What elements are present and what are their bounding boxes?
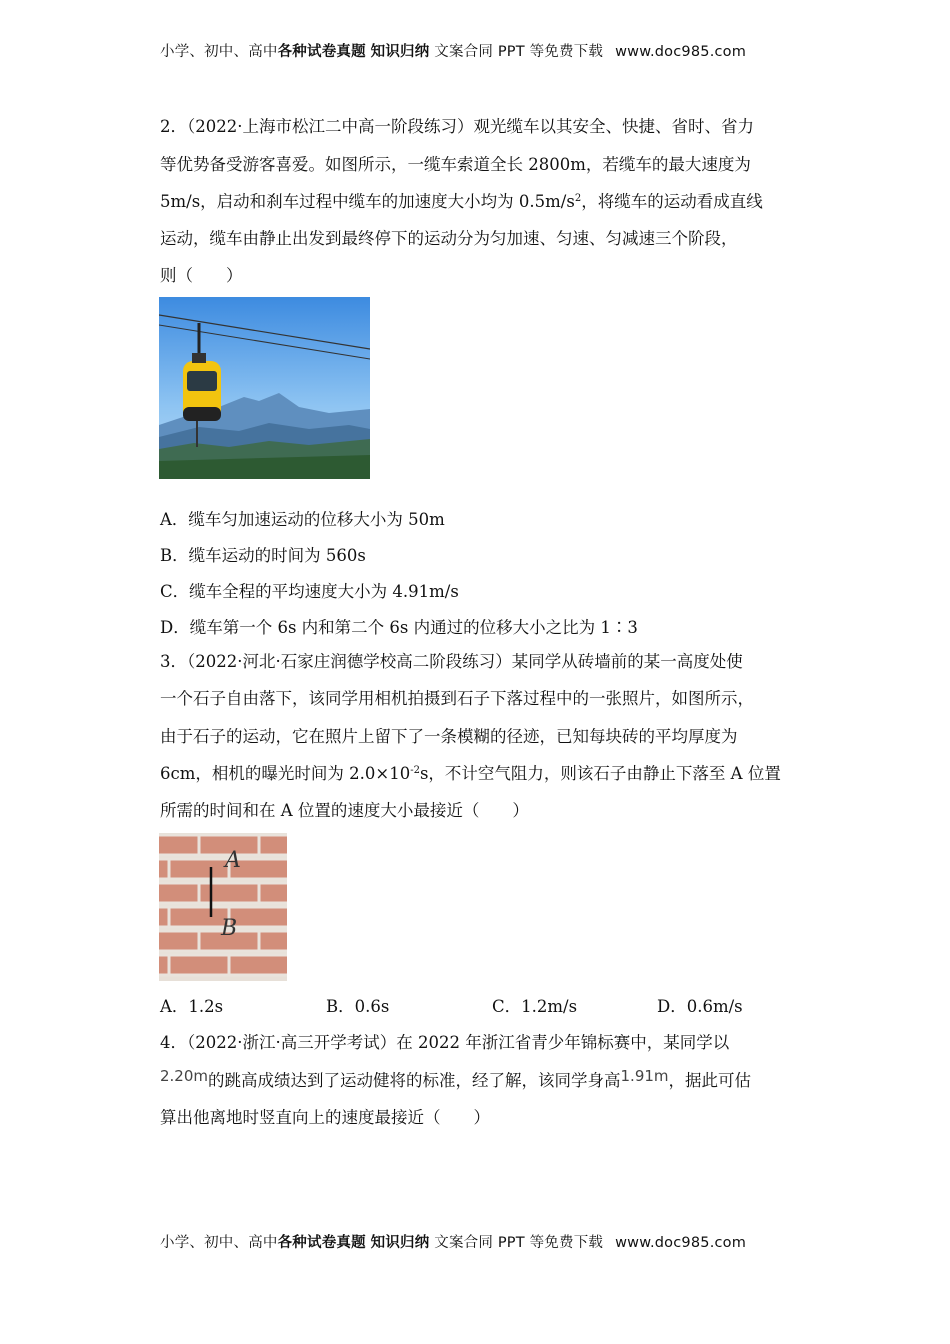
brick-wall-illustration [159, 833, 287, 981]
q2-option-c: C．缆车全程的平均速度大小为 4.91m/s [160, 582, 459, 601]
q2-line-5: 则（ ） [160, 266, 243, 285]
brick-wall-photo [159, 833, 287, 981]
page-header [160, 40, 746, 61]
q4-value-2: 1.91m [620, 1067, 669, 1085]
q4-line-1: 4．（2022·浙江·高三开学考试）在 2022 年浙江省青少年锦标赛中，某同学以 [160, 1033, 730, 1052]
q3-option-b: B．0.6s [326, 997, 390, 1016]
q2-line-4: 运动，缆车由静止出发到最终停下的运动分为匀加速、匀速、匀减速三个阶段， [160, 229, 738, 248]
q4-line-2: 2.20m的跳高成绩达到了运动健将的标准，经了解，该同学身高1.91m，据此可估 [160, 1067, 752, 1090]
header-suffix: 文案合同 PPT 等免费下载 [429, 44, 604, 60]
q3-line-1: 3．（2022·河北·石家庄润德学校高二阶段练习）某同学从砖墙前的某一高度处使 [160, 652, 743, 671]
label-a: A [225, 848, 241, 873]
header-bold-2: 知识归纳 [370, 44, 430, 60]
q2-option-a: A．缆车匀加速运动的位移大小为 50m [160, 510, 445, 529]
cable-car-photo [159, 297, 370, 479]
footer-url[interactable]: www.doc985.com [615, 1235, 747, 1251]
q3-option-d: D．0.6m/s [657, 997, 743, 1016]
header-prefix: 小学、初中、高中 [160, 44, 278, 60]
q2-line-2: 等优势备受游客喜爱。如图所示，一缆车索道全长 2800m，若缆车的最大速度为 [160, 155, 751, 174]
q3-line-2: 一个石子自由落下，该同学用相机拍摄到石子下落过程中的一张照片，如图所示， [160, 689, 754, 708]
page-footer: 小学、初中、高中各种试卷真题 知识归纳 文案合同 PPT 等免费下载 www.doc985.com [160, 1235, 747, 1251]
q4-value-1: 2.20m [160, 1067, 209, 1085]
q2-option-b: B．缆车运动的时间为 560s [160, 546, 366, 565]
q2-line-3: 5m/s，启动和刹车过程中缆车的加速度大小均为 $0.5m/s^2$，将缆车的运动看成直线 [160, 192, 763, 211]
q3-line-4: 6cm，相机的曝光时间为 $2.0\times 10^{-2}s$，不计空气阻力，则该石子由静止下落至 A 位置 [160, 764, 781, 783]
q2-line-1: 2．（2022·上海市松江二中高一阶段练习）观光缆车以其安全、快捷、省时、省力 [160, 117, 754, 136]
header-url[interactable]: www.doc985.com [615, 44, 747, 60]
q3-line-5: 所需的时间和在 A 位置的速度大小最接近（ ） [160, 801, 529, 820]
q3-option-a: A．1.2s [160, 997, 224, 1016]
label-b: B [221, 916, 238, 941]
q2-option-d: D．缆车第一个 6s 内和第二个 6s 内通过的位移大小之比为 1∶3 [160, 618, 638, 637]
cable-car-illustration [159, 297, 370, 479]
q3-option-c: C．1.2m/s [492, 997, 578, 1016]
q4-line-3: 算出他离地时竖直向上的速度最接近（ ） [160, 1108, 490, 1127]
q3-line-3: 由于石子的运动，它在照片上留下了一条模糊的径迹，已知每块砖的平均厚度为 [160, 727, 738, 746]
header-bold-1: 各种试卷真题 [277, 44, 366, 60]
